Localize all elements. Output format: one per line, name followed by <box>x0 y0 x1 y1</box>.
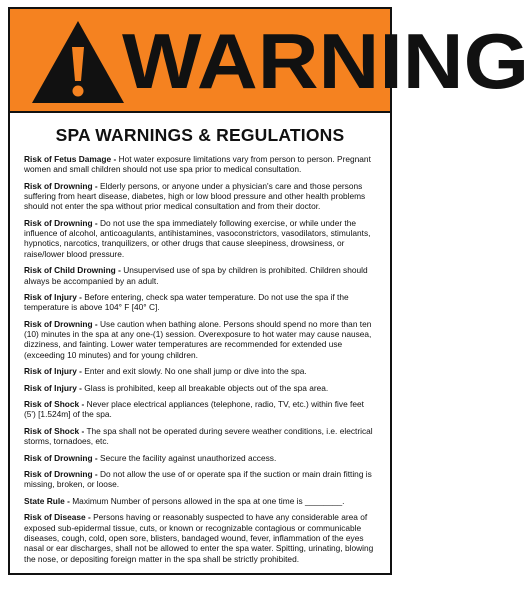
rule-item <box>24 453 378 463</box>
rule-item <box>24 154 378 175</box>
rule-text: Do not allow the use of or operate spa if the suction or main drain fitting is missing, broken, or loose. <box>24 469 372 490</box>
rule-item <box>24 496 378 506</box>
rule-item <box>24 366 378 376</box>
rule-text: Elderly persons, or anyone under a physician's care and those persons suffering from heart disease, diabetes, high or low blood pressure and other health problems should not enter the spa without prior medical consultation and from their doctor. <box>24 180 366 212</box>
rule-heading: Risk of Drowning - <box>24 452 98 463</box>
rule-heading: Risk of Injury - <box>24 366 82 377</box>
rule-text: Enter and exit slowly. No one shall jump or dive into the spa. <box>81 366 307 377</box>
rule-item <box>24 292 378 313</box>
rule-item <box>24 319 378 360</box>
rule-heading: State Rule - <box>24 495 70 506</box>
rule-text: The spa shall not be operated during severe weather conditions, i.e. electrical storms, tornadoes, etc. <box>24 425 373 447</box>
rule-item <box>24 265 378 286</box>
rule-heading: Risk of Disease - <box>24 512 91 523</box>
rule-heading: Risk of Fetus Damage - <box>24 154 117 164</box>
rule-text: Secure the facility against unauthorized access. <box>97 452 277 463</box>
rule-text: Glass is prohibited, keep all breakable objects out of the spa area. <box>81 382 329 393</box>
rule-heading: Risk of Injury - <box>24 292 82 303</box>
rule-item <box>24 399 378 420</box>
rule-text: Persons having or reasonably suspected to have any considerable area of exposed sub-epidermal tissue, cuts, or known or recognizable contagious or communicable diseases, cough, cold, open sore, blisters, bandaged wound, fever, inflammation of the eyes nasal or ear discharges, shall not be allowed to enter the spa water. Spitting, urinating, blowing the nose, or depositing foreign matter in the spa shall be strictly prohibited. <box>24 512 374 564</box>
rule-item <box>24 218 378 259</box>
rule-item <box>24 469 378 490</box>
sign-title: SPA WARNINGS & REGULATIONS <box>55 125 345 145</box>
warning-triangle-icon <box>30 19 126 105</box>
rule-heading: Risk of Shock - <box>24 425 85 436</box>
rule-heading: Risk of Drowning - <box>24 318 98 329</box>
rule-text: Hot water exposure limitations vary from person to person. Pregnant women and small children should not use spa prior to medical consultation. <box>24 154 371 175</box>
rule-heading: Risk of Child Drowning - <box>24 265 121 276</box>
rule-text: Never place electrical appliances (telephone, radio, TV, etc.) within five feet (5') [1.524m] of the spa. <box>24 399 364 420</box>
rule-item <box>24 383 378 393</box>
rule-text: Do not use the spa immediately following exercise, or while under the influence of alcohol, anticoagulants, antihistamines, vasoconstrictors, vasodilators, stimulants, hypnotics, narcotics, tranquilizers, or other drugs that cause sleepiness, drowsiness, or raise/lower blood pressure. <box>24 217 371 259</box>
rule-item <box>24 426 378 447</box>
rules-list <box>24 154 378 570</box>
rule-heading: Risk of Shock - <box>24 399 85 410</box>
rule-text: Before entering, check spa water temperature. Do not use the spa if the temperature is above 104° F [40° C]. <box>24 292 349 313</box>
rule-heading: Risk of Drowning - <box>24 469 98 480</box>
rule-item <box>24 512 378 563</box>
warning-heading: WARNING <box>122 17 529 105</box>
rule-item <box>24 181 378 212</box>
rule-text: Unsupervised use of spa by children is prohibited. Children should always be accompanied by an adult. <box>24 265 368 286</box>
rule-text: Maximum Number of persons allowed in the spa at one time is ________. <box>69 495 345 506</box>
rule-text: Use caution when bathing alone. Persons should spend no more than ten (10) minutes in the spa at any one-(1) session. Overexposure to hot water may cause nausea, dizziness, and fainting. Lower water temperatures are recommended for extended use (exceeding 10 minutes) and for young children. <box>24 318 372 360</box>
rule-heading: Risk of Injury - <box>24 382 82 393</box>
rule-heading: Risk of Drowning - <box>24 180 98 191</box>
rule-heading: Risk of Drowning - <box>24 217 98 228</box>
warning-header <box>8 7 529 113</box>
